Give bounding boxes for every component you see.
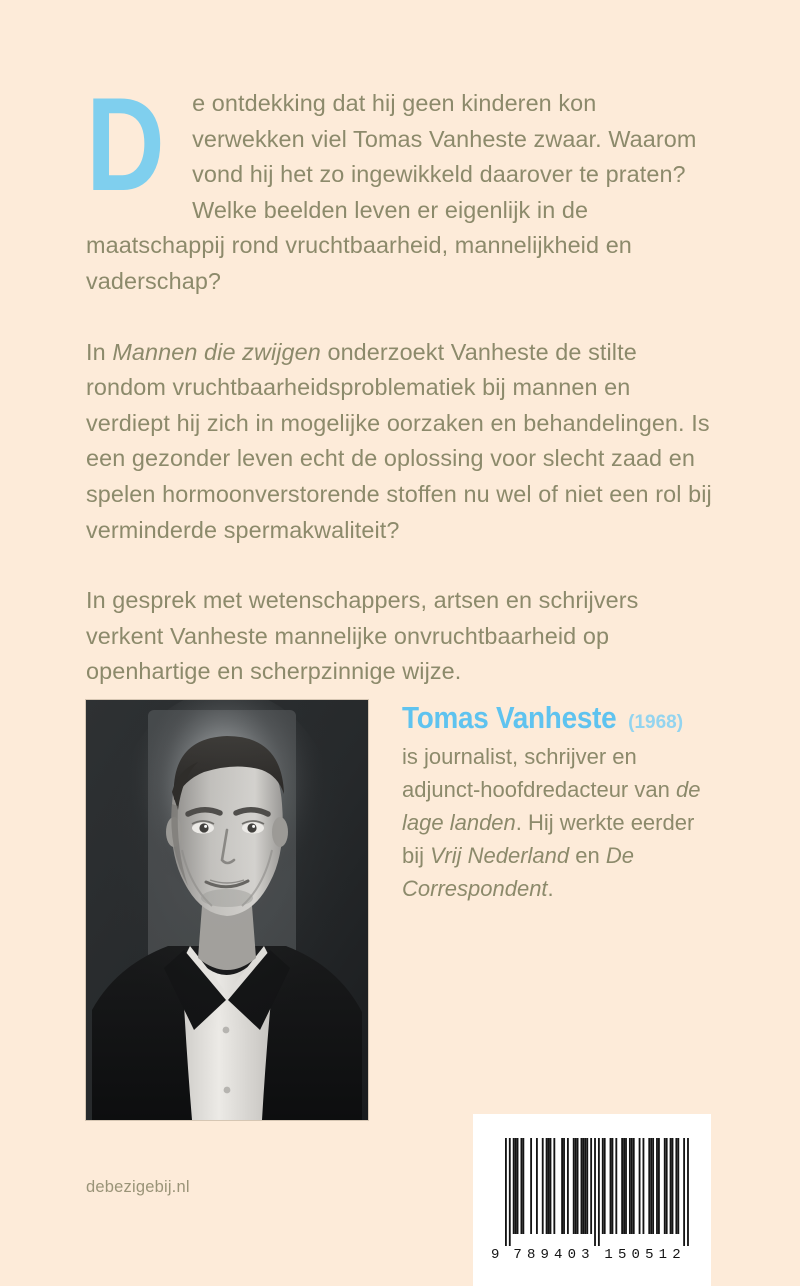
magazine-vrij-nederland: Vrij Nederland: [430, 843, 570, 868]
author-bio-part-1: is journalist, schrijver en adjunct-hoofdredacteur van: [402, 744, 676, 802]
svg-text:3: 3: [581, 1247, 590, 1263]
author-birth-year: (1968): [628, 712, 684, 733]
author-bio-part-4: .: [547, 876, 554, 901]
svg-text:2: 2: [672, 1247, 681, 1263]
blurb-p2-lead: In: [86, 338, 113, 365]
svg-text:0: 0: [567, 1247, 577, 1263]
blurb-text-block: [86, 71, 714, 690]
svg-text:7: 7: [513, 1247, 522, 1263]
author-portrait-illustration: [86, 700, 368, 1120]
blurb-paragraph-1: [86, 71, 714, 300]
svg-text:0: 0: [631, 1247, 640, 1263]
magazine-de-correspondent: De Correspondent: [402, 843, 634, 901]
svg-text:1: 1: [658, 1247, 668, 1263]
isbn-barcode-box: [473, 1114, 711, 1286]
author-portrait-photo: [86, 700, 368, 1120]
drop-cap-letter: D: [86, 71, 164, 219]
svg-text:1: 1: [604, 1247, 613, 1263]
blurb-paragraph-2: [86, 335, 714, 549]
svg-text:9: 9: [540, 1247, 549, 1263]
author-name-line: [402, 700, 720, 736]
author-bio-part-2: . Hij werkte eerder bij: [402, 810, 695, 868]
svg-text:5: 5: [617, 1247, 627, 1263]
blurb-p2-rest: onderzoekt Vanheste de stilte rondom vruchtbaarheidsproblematiek bij mannen en verdiept hij zich in mogelijke oorzaken en behandelingen. Is een gezonder leven echt de oplossing voor slecht zaad en spelen hormoonverstorende stoffen nu wel of niet een rol bij verminderde spermakwaliteit?: [86, 338, 712, 543]
author-bio-block: [402, 700, 720, 905]
author-bio-part-3: en: [569, 843, 606, 868]
magazine-de-lage-landen: de lage landen: [402, 777, 701, 835]
svg-text:9: 9: [491, 1247, 500, 1263]
book-title-italic: Mannen die zwijgen: [112, 338, 321, 365]
blurb-paragraph-3: In gesprek met wetenschappers, artsen en schrijvers verkent Vanheste mannelijke onvruchtbaarheid op openhartige en scherpzinnige wijze.: [86, 587, 639, 685]
svg-text:8: 8: [526, 1247, 536, 1263]
author-biography: [402, 740, 720, 905]
svg-text:5: 5: [645, 1247, 654, 1263]
isbn-barcode: [489, 1132, 695, 1268]
barcode-bars: [489, 1132, 695, 1268]
publisher-website[interactable]: debezigebij.nl: [86, 1178, 190, 1196]
author-name: Tomas Vanheste: [402, 700, 617, 735]
svg-text:4: 4: [554, 1247, 563, 1263]
blurb-paragraph-1-text: e ontdekking dat hij geen kinderen kon verwekken viel Tomas Vanheste zwaar. Waarom vond hij het zo ingewikkeld daarover te praten? Welke beelden leven er eigenlijk in de maatschappij rond vruchtbaarheid, mannelijkheid en vaderschap?: [86, 90, 697, 294]
